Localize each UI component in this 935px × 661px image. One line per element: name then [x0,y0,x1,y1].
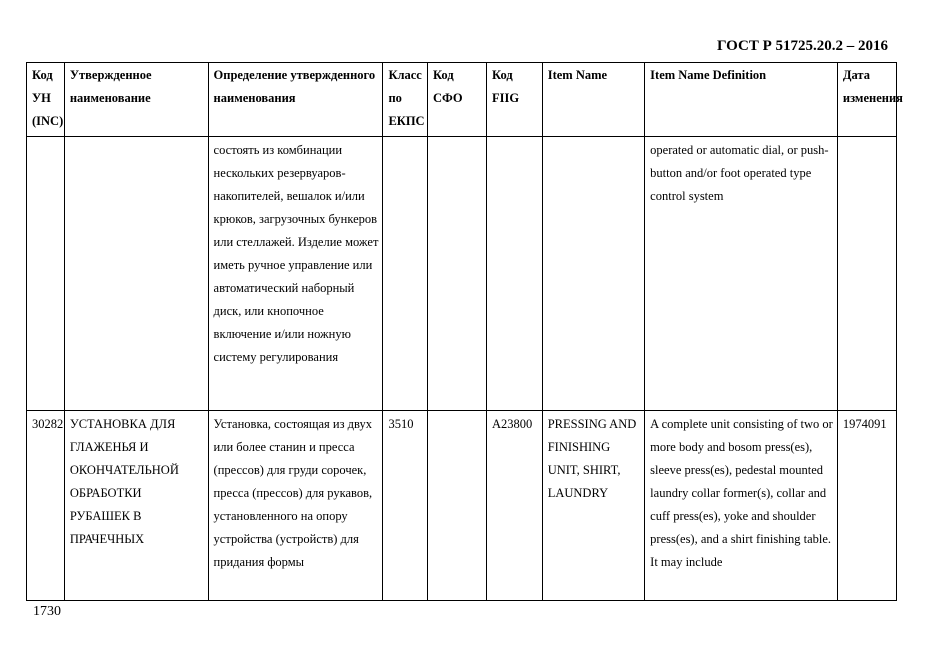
header-fiig-code: Код FIIG [487,63,543,137]
cell-item-definition: operated or automatic dial, or push-button and/or foot operated type control system [645,137,838,411]
cell-fiig-code [487,137,543,411]
cell-inc [27,137,65,411]
catalog-table [26,62,903,601]
cell-item-name [542,137,644,411]
header-approved-name: Утвержденное наименование [64,63,208,137]
header-sfo-code: Код СФО [427,63,486,137]
cell-definition: состоять из комбинации нескольких резервуаров-накопителей, вешалок и/или крюков, загрузочных бункеров или стеллажей. Изделие может иметь ручное управление или автоматический наборный диск, или кнопочное включение и/или ножную систему регулирования [208,137,383,411]
table-row [27,411,897,601]
header-item-definition: Item Name Definition [645,63,838,137]
table-row [27,137,897,411]
table-header-row [27,63,897,137]
header-ekps-class: Класс по ЕКПС [383,63,428,137]
cell-approved-name [64,137,208,411]
cell-definition: Установка, состоящая из двух или более станин и пресса (прессов) для груди сорочек, пресса (прессов) для рукавов, установленного на опору устройства (устройств) для придания формы [208,411,383,601]
header-item-name: Item Name [542,63,644,137]
cell-ekps-class [383,137,428,411]
cell-item-definition: A complete unit consisting of two or more body and bosom press(es), sleeve press(es), pedestal mounted laundry collar former(s), collar and cuff press(es), yoke and shoulder press(es), and a shirt finishing table. It may include [645,411,838,601]
cell-approved-name: УСТАНОВКА ДЛЯ ГЛАЖЕНЬЯ И ОКОНЧАТЕЛЬНОЙ ОБРАБОТКИ РУБАШЕК В ПРАЧЕЧНЫХ [64,411,208,601]
cell-sfo-code [427,137,486,411]
cell-ekps-class: 3510 [383,411,428,601]
header-change-date: Дата изменения [837,63,896,137]
header-inc: Код УН (INC) [27,63,65,137]
cell-change-date: 1974091 [837,411,896,601]
cell-item-name: PRESSING AND FINISHING UNIT, SHIRT, LAUNDRY [542,411,644,601]
standard-code: ГОСТ Р 51725.20.2 – 2016 [716,38,888,54]
cell-fiig-code: A23800 [487,411,543,601]
header-definition: Определение утвержденного наименования [208,63,383,137]
cell-inc: 30282 [27,411,65,601]
cell-change-date [837,137,896,411]
cell-sfo-code [427,411,486,601]
page-number: 1730 [33,604,61,619]
